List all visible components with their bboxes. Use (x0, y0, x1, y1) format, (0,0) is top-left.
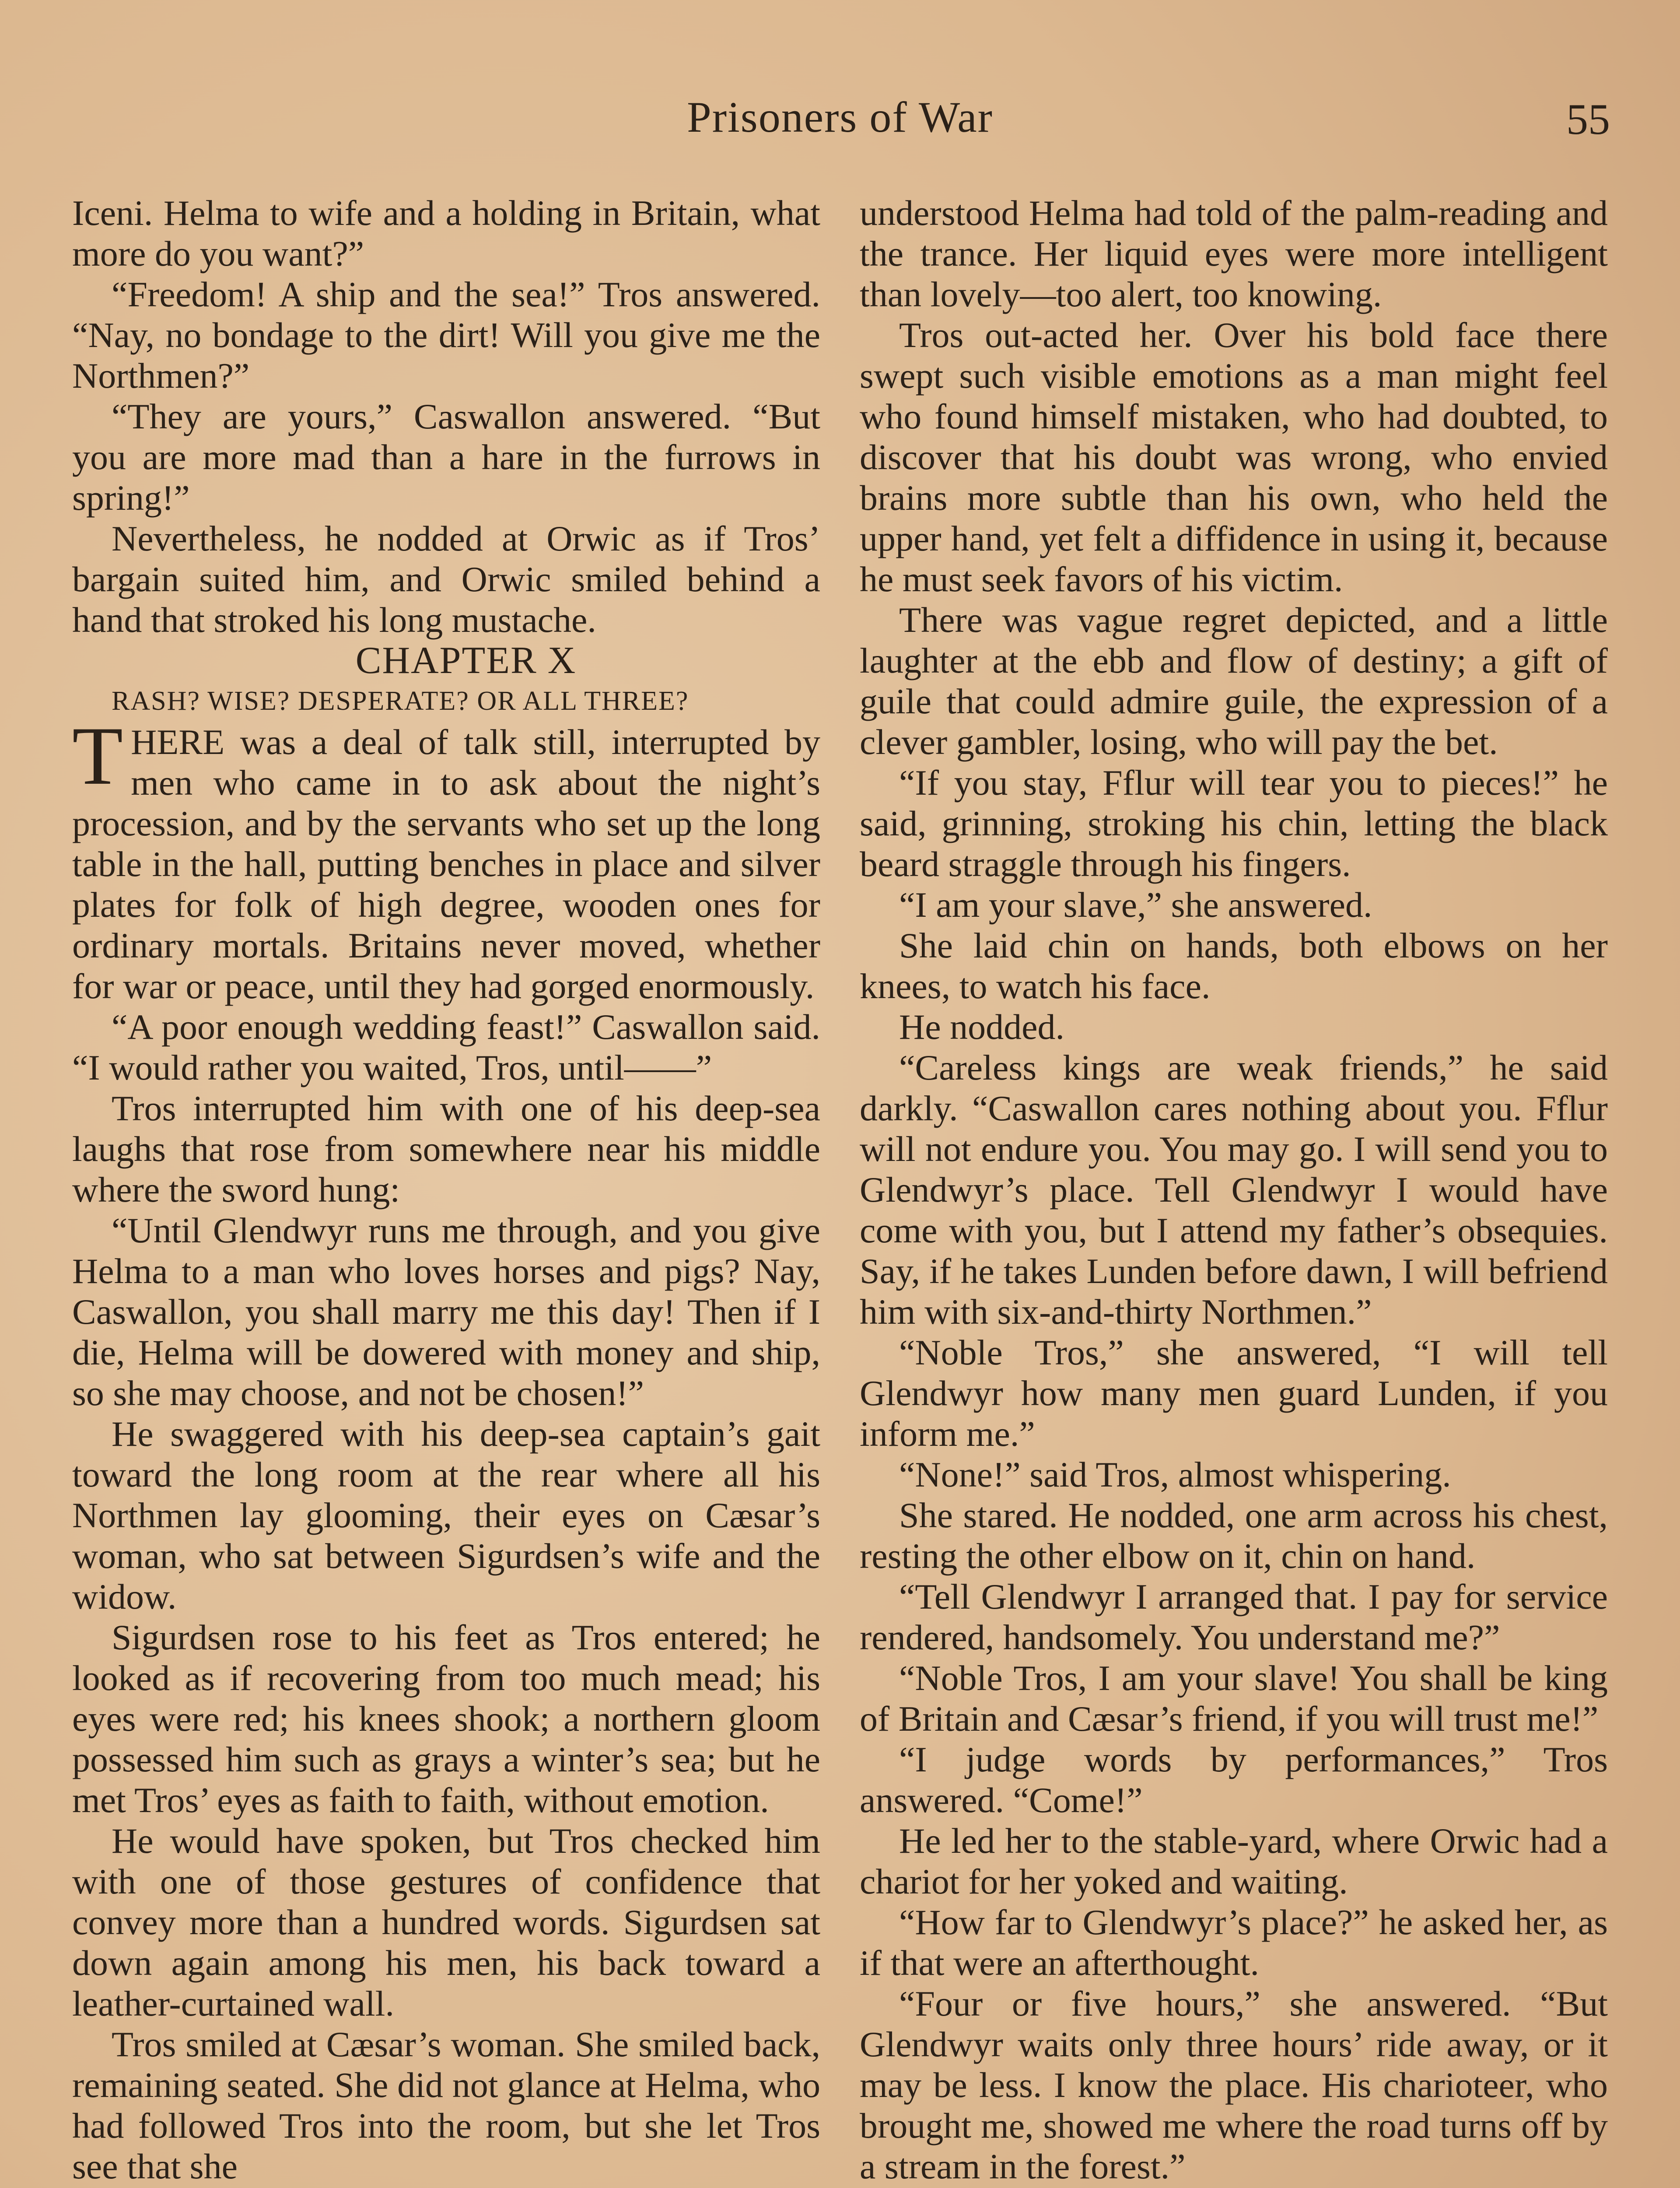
paragraph: “Four or five hours,” she answered. “But Glendwyr waits only three hours’ ride away, or it may be less. I know the place. His charioteer, who brought me, showed me where the road turns off by a stream in the forest.” (860, 1984, 1608, 2186)
paragraph: “A poor enough wedding feast!” Caswallon said. “I would rather you waited, Tros, until——” (72, 1007, 820, 1087)
paragraph: “Noble Tros,” she answered, “I will tell Glendwyr how many men guard Lunden, if you inform me.” (860, 1332, 1608, 1454)
paragraph: There was vague regret depicted, and a little laughter at the ebb and flow of destiny; a gift of guile that could admire guile, the expression of a clever gambler, losing, who will pay the bet. (860, 600, 1608, 762)
paragraph: “Tell Glendwyr I arranged that. I pay for service rendered, handsomely. You understand me?” (860, 1577, 1608, 1657)
right-column (860, 193, 1608, 2187)
drop-cap: T (72, 710, 123, 802)
paragraph: He nodded. (899, 1007, 1065, 1047)
paragraph: “How far to Glendwyr’s place?” he asked her, as if that were an afterthought. (860, 1902, 1608, 1983)
paragraph: “I judge words by performances,” Tros answered. “Come!” (860, 1739, 1608, 1820)
paragraph: Iceni. Helma to wife and a holding in Britain, what more do you want?” (72, 193, 820, 274)
paragraph: Tros interrupted him with one of his deep-sea laughs that rose from somewhere near his middle where the sword hung: (72, 1088, 820, 1210)
paragraph: “If you stay, Fflur will tear you to pieces!” he said, grinning, stroking his chin, letting the black beard straggle through his fingers. (860, 763, 1608, 884)
paragraph: “None!” said Tros, almost whispering. (899, 1455, 1451, 1494)
page-number: 55 (1566, 95, 1610, 144)
paragraph: Tros smiled at Cæsar’s woman. She smiled back, remaining seated. She did not glance at Helma, who had followed Tros into the room, but she let Tros see that she (72, 2024, 820, 2186)
chapter-title: CHAPTER X (355, 639, 577, 682)
paragraph: She laid chin on hands, both elbows on her knees, to watch his face. (860, 926, 1608, 1006)
paragraph: He led her to the stable-yard, where Orwic had a chariot for her yoked and waiting. (860, 1821, 1608, 1901)
paragraph: “Freedom! A ship and the sea!” Tros answered. “Nay, no bondage to the dirt! Will you give me the Northmen?” (72, 274, 820, 396)
opening-paragraph-text: HERE was a deal of talk still, interrupted by men who came in to ask about the night’s procession, and by the servants who set up the long table in the hall, putting benches in place and silver plates for folk of high degree, wooden ones for ordinary mortals. Britains never moved, whether for war or peace, until they had gorged enormously. (72, 722, 820, 1006)
paragraph: He swaggered with his deep-sea captain’s gait toward the long room at the rear where all his Northmen lay glooming, their eyes on Cæsar’s woman, who sat between Sigurdsen’s wife and the widow. (72, 1414, 820, 1616)
left-column (72, 193, 820, 2187)
paragraph: “Until Glendwyr runs me through, and you give Helma to a man who loves horses and pigs? Nay, Caswallon, you shall marry me this day! Then if I die, Helma will be dowered with money and ship, so she may choose, and not be chosen!” (72, 1210, 820, 1413)
opening-paragraph (72, 710, 820, 1006)
paragraph: understood Helma had told of the palm-reading and the trance. Her liquid eyes were more intelligent than lovely—too alert, too knowing. (860, 193, 1608, 314)
paragraph: She stared. He nodded, one arm across his chest, resting the other elbow on it, chin on hand. (860, 1495, 1608, 1576)
paragraph: Nevertheless, he nodded at Orwic as if Tros’ bargain suited him, and Orwic smiled behind a hand that stroked his long mustache. (72, 519, 820, 640)
paragraph: Tros out-acted her. Over his bold face there swept such visible emotions as a man might feel who found himself mistaken, who had doubted, to discover that his doubt was wrong, who envied brains more subtle than his own, who held the upper hand, yet felt a diffidence in using it, because he must seek favors of his victim. (860, 315, 1608, 599)
paragraph: “I am your slave,” she answered. (899, 885, 1372, 925)
chapter-subtitle: RASH? WISE? DESPERATE? OR ALL THREE? (112, 686, 689, 716)
paragraph: Sigurdsen rose to his feet as Tros entered; he looked as if recovering from too much mead; his eyes were red; his knees shook; a northern gloom possessed him such as grays a winter’s sea; but he met Tros’ eyes as faith to faith, without emotion. (72, 1617, 820, 1820)
paragraph: He would have spoken, but Tros checked him with one of those gestures of confidence that convey more than a hundred words. Sigurdsen sat down again among his men, his back toward a leather-curtained wall. (72, 1821, 820, 2023)
paragraph: “Noble Tros, I am your slave! You shall be king of Britain and Cæsar’s friend, if you will trust me!” (860, 1658, 1608, 1739)
running-header-title: Prisoners of War (687, 93, 993, 141)
paragraph: “Careless kings are weak friends,” he said darkly. “Caswallon cares nothing about you. Fflur will not endure you. You may go. I will send you to Glendwyr’s place. Tell Glendwyr I would have come with you, but I attend my father’s obsequies. Say, if he takes Lunden before dawn, I will befriend him with six-and-thirty Northmen.” (860, 1048, 1608, 1332)
paragraph: “They are yours,” Caswallon answered. “But you are more mad than a hare in the furrows in spring!” (72, 396, 820, 518)
